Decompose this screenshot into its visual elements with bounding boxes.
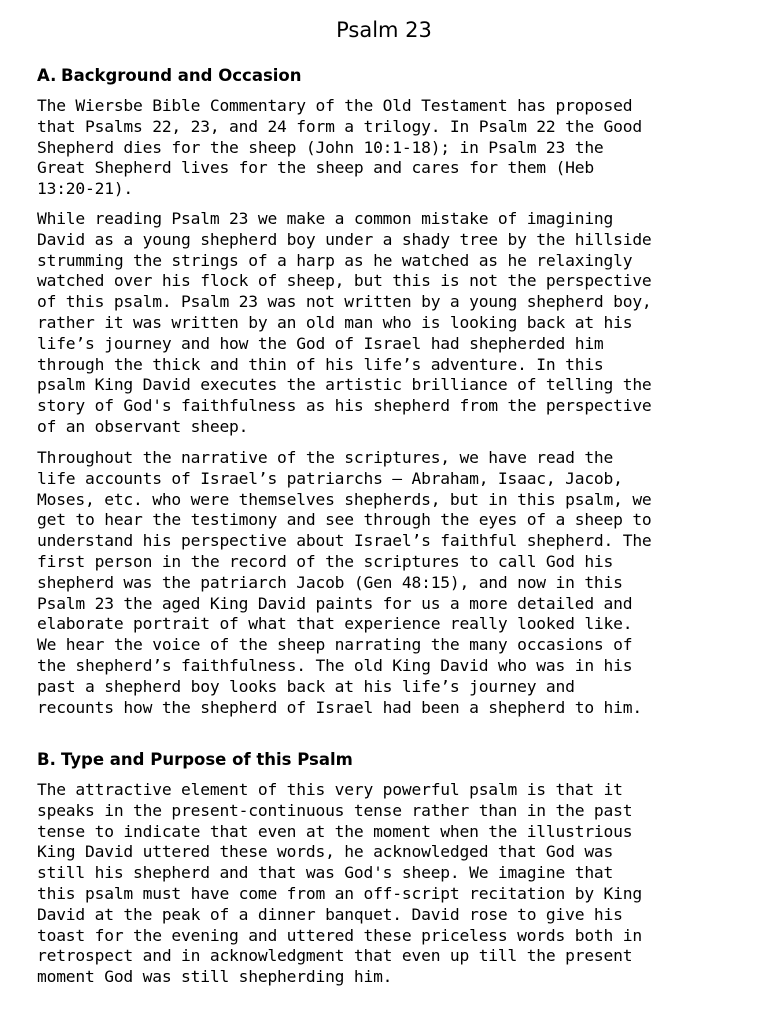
paragraph: The Wiersbe Bible Commentary of the Old Testament has proposed that Psalms 22, 23, and 24 form a trilogy. In Psalm 22 the Good Shepherd dies for the sheep (John 10:1-18); in Psalm 23 the Great Shepherd lives for the sheep and cares for them (Heb 13:20-21). [37,96,642,199]
paragraph: Throughout the narrative of the scriptures, we have read the life accounts of Israel’s patriarchs – Abraham, Isaac, Jacob, Moses, etc. who were themselves shepherds, but in this psalm, we get to hear the testimony and see through the eyes of a sheep to understand his perspective about Israel’s faithful shepherd. The first person in the record of the scriptures to call God his shepherd was the patriarch Jacob (Gen 48:15), and now in this Psalm 23 the aged King David paints for us a more detailed and elaborate portrait of what that experience really looked like. We hear the voice of the sheep narrating the many occasions of the shepherd’s faithfulness. The old King David who was in his past a shepherd boy looks back at his life’s journey and recounts how the shepherd of Israel had been a shepherd to him. [37,448,652,717]
section-heading-text: Type and Purpose of this Psalm [61,750,353,769]
section-heading-background [37,65,302,87]
section-letter: A. [37,66,57,85]
paragraph: The attractive element of this very powerful psalm is that it speaks in the present-continuous tense rather than in the past tense to indicate that even at the moment when the illustrious King David uttered these words, he acknowledged that God was still his shepherd and that was God's sheep. We imagine that this psalm must have come from an off-script recitation by King David at the peak of a dinner banquet. David rose to give his toast for the evening and uttered these priceless words both in retrospect and in acknowledgment that even up till the present moment God was still shepherding him. [37,780,642,987]
section-letter: B. [37,750,56,769]
paragraph: While reading Psalm 23 we make a common mistake of imagining David as a young shepherd boy under a shady tree by the hillside strumming the strings of a harp as he watched as he relaxingly watched over his flock of sheep, but this is not the perspective of this psalm. Psalm 23 was not written by a young shepherd boy, rather it was written by an old man who is looking back at his life’s journey and how the God of Israel had shepherded him through the thick and thin of his life’s adventure. In this psalm King David executes the artistic brilliance of telling the story of God's faithfulness as his shepherd from the perspective of an observant sheep. [37,209,652,436]
section-heading-text: Background and Occasion [61,66,302,85]
page-title: Psalm 23 [336,18,432,42]
section-heading-type-purpose [37,749,353,771]
